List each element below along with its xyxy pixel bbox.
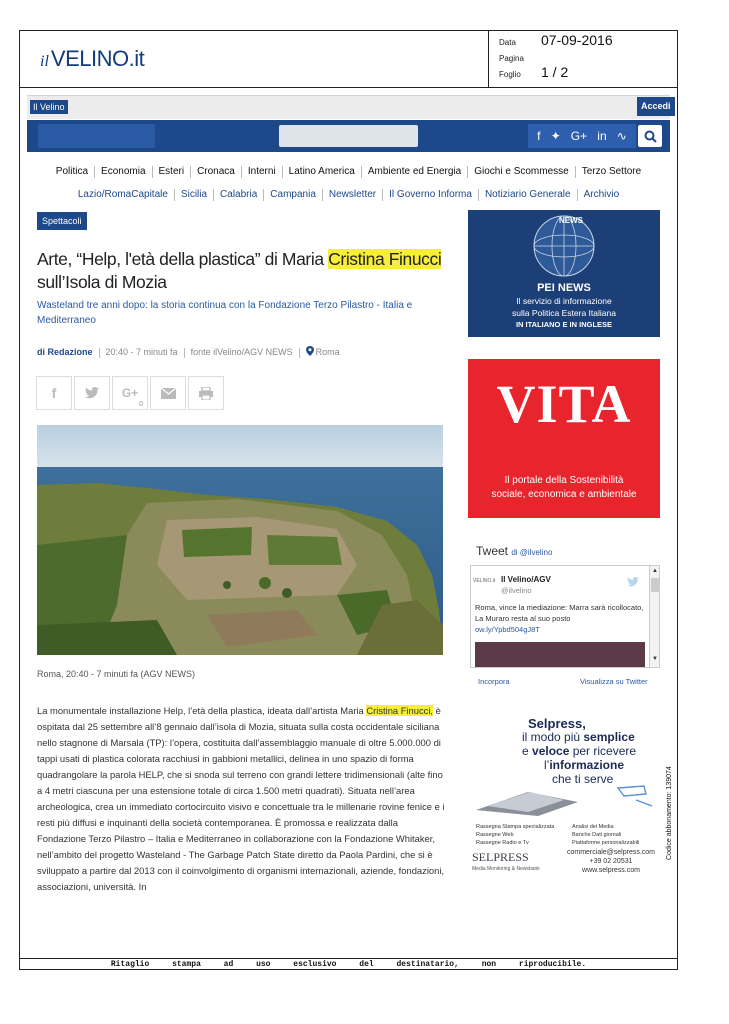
blurred-banner-block (279, 125, 418, 147)
pei-title: PEI NEWS (537, 282, 591, 294)
account-avatar: VELINO.it (473, 578, 496, 584)
article-subtitle: Wasteland tre anni dopo: la storia continua con la Fondazione Terzo Pilastro - Italia e Mediterraneo (37, 300, 413, 326)
author-link[interactable]: di Redazione (37, 347, 93, 357)
menu-item-newsletter[interactable]: Newsletter (323, 189, 383, 201)
menu-item-latino-america[interactable]: Latino America (283, 166, 362, 178)
print-button[interactable] (188, 376, 224, 410)
sel-line3b: veloce (532, 744, 570, 758)
top-bar (27, 95, 670, 119)
sel-line3a: e (522, 744, 533, 758)
googleplus-icon[interactable]: G+ (570, 129, 588, 143)
pagina-label: Pagina (499, 54, 524, 63)
photo-caption: Roma, 20:40 - 7 minuti fa (AGV NEWS) (37, 669, 196, 679)
tweet-heading (476, 544, 552, 558)
vita-logo: VITA (496, 374, 632, 434)
linkedin-icon[interactable]: in (597, 129, 607, 143)
menu-item-esteri[interactable]: Esteri (153, 166, 192, 178)
search-icon (644, 130, 657, 143)
topbar-brand-link[interactable]: Il Velino (30, 100, 68, 114)
divider (99, 348, 100, 358)
sel-services-right (572, 823, 639, 847)
body-part2: è ospitata dal 25 settembre all’8 gennaio dall’isola di Mozia, situata sulla costa occidentale siciliana nello stagnone di Marsala (TP): l’opera, costituita dall’assemblaggio manuale di oltre 5.000.000 di tappi usati di plastica colorata racchiusi in gabbioni metallici, delinea in uno spazio di forma quadrangolare la parola HELP, che si snoda sul terreno con grandi lettere tridimensionali (alte fino a 4 metri ciascuna per una estensione totale di circa 1.500 metri quadrati). Situata nell’area archeologica, crea un immediato cortocircuito visivo e concettuale tra le millenarie rovine fenice e i resti più diffusi e inquinanti della società contemporanea. È promossa e realizzata dalla Fondazione Terzo Pilastro – Italia e Mediterraneo in collaborazione con la Fondazione Whitaker, nell’ambito del progetto Wasteland - The Garbage Patch State diretto da Paola Pardini, che si è sviluppato a partire dal 2013 con il coinvolgimento di organismi internazionali, aziende, fondazioni, associazioni, università. In (37, 705, 445, 892)
title-part1: Arte, “Help, l'età della plastica” di Maria (37, 249, 329, 269)
menu-item-governo-informa[interactable]: Il Governo Informa (383, 189, 479, 201)
tweet-media[interactable] (475, 642, 645, 668)
share-googleplus-button[interactable] (112, 376, 148, 410)
tweet-link[interactable]: ow.ly/Ypbd504gJ8T (475, 625, 540, 634)
article-title (37, 248, 457, 294)
sel-line1: Selpress, (528, 716, 586, 731)
share-email-button[interactable] (150, 376, 186, 410)
sel-line4a: l’ (544, 758, 550, 772)
sel-website[interactable]: www.selpress.com (582, 867, 640, 874)
scroll-thumb[interactable] (651, 578, 659, 592)
source-text: fonte ilVelino/AGV NEWS (190, 347, 293, 357)
menu-item-cronaca[interactable]: Cronaca (191, 166, 242, 178)
subscription-code: Codice abbonamento: 139074 (666, 766, 673, 860)
foglio-value: 1 / 2 (541, 64, 569, 80)
menu-item-economia[interactable]: Economia (95, 166, 152, 178)
social-links (528, 124, 636, 148)
logo-prefix: il (40, 53, 49, 70)
timeline-scrollbar[interactable] (649, 566, 660, 667)
data-value: 07-09-2016 (541, 32, 613, 48)
account-name[interactable]: Il Velino/AGV (501, 575, 551, 584)
clipping-notice: Ritaglio stampa ad uso esclusivo del destinatario, non riproducibile. (19, 958, 678, 970)
selpress-press-graphic (468, 772, 660, 817)
sel-service: Analisi dei Media (572, 824, 614, 830)
sel-line2b: semplice (583, 730, 635, 744)
tweet-heading-label: Tweet (476, 544, 509, 558)
print-icon (199, 387, 213, 400)
byline (37, 346, 340, 358)
divider (184, 348, 185, 358)
secondary-menu (27, 189, 670, 201)
sel-line3 (522, 744, 636, 758)
scroll-up-icon[interactable]: ▲ (652, 568, 658, 574)
twitter-bird-icon (627, 574, 639, 592)
primary-menu (27, 166, 670, 178)
sel-service: Rassegne Radio e Tv (476, 840, 529, 846)
pei-small-label: NEWS (559, 216, 583, 225)
sel-line2 (522, 730, 635, 744)
location-text: Roma (315, 347, 340, 357)
time-stamp: 20:40 - 7 minuti fa (105, 347, 178, 357)
sel-service: Rassegne Web (476, 832, 514, 838)
login-button[interactable]: Accedi (637, 97, 675, 116)
sel-email[interactable]: commerciale@selpress.com (566, 849, 656, 856)
embed-link[interactable]: Incorpora (478, 677, 510, 686)
mozia-aerial-image (37, 425, 443, 655)
email-icon (161, 388, 176, 399)
menu-item-ambiente[interactable]: Ambiente ed Energia (362, 166, 468, 178)
pei-line2: sulla Politica Estera Italiana (512, 308, 616, 318)
sel-services-left (476, 823, 554, 847)
logo-main: VELINO.it (50, 46, 145, 71)
vita-line1: Il portale della Sostenibilità (504, 475, 624, 486)
location-pin-icon (306, 346, 314, 356)
site-logo[interactable] (40, 46, 144, 72)
sel-contact (564, 848, 658, 875)
sel-line4b: informazione (549, 758, 625, 772)
rss-icon[interactable]: ∿ (616, 129, 627, 143)
tweet-heading-by[interactable]: di @ilvelino (511, 548, 553, 557)
pei-line3: IN ITALIANO E IN INGLESE (515, 320, 613, 329)
twitter-icon (85, 387, 99, 399)
sel-service: Piattaforme personalizzabili (572, 840, 640, 846)
menu-item-sicilia[interactable]: Sicilia (175, 189, 214, 201)
vita-ad[interactable] (468, 359, 660, 518)
sel-line5: che ti serve (552, 772, 614, 786)
article-photo (37, 425, 443, 655)
share-twitter-button[interactable] (74, 376, 110, 410)
selpress-ad[interactable] (468, 712, 660, 882)
menu-item-interni[interactable]: Interni (242, 166, 283, 178)
sel-line3c: per ricevere (569, 744, 637, 758)
data-label: Data (499, 38, 516, 47)
search-button[interactable] (638, 125, 662, 147)
sel-tagline: Media Monitoring & Newsbank (472, 866, 540, 872)
facebook-icon[interactable]: f (537, 129, 541, 143)
menu-item-terzo-settore[interactable]: Terzo Settore (581, 166, 642, 177)
account-handle[interactable]: @ilvelino (501, 586, 532, 595)
tweet-text: Roma, vince la mediazione: Marra sarà ricollocato, La Muraro resta al suo posto (475, 603, 644, 623)
menu-item-giochi[interactable]: Giochi e Scommesse (468, 166, 575, 178)
scroll-down-icon[interactable]: ▼ (652, 656, 658, 662)
menu-item-calabria[interactable]: Calabria (214, 189, 264, 201)
share-count: 0 (139, 401, 143, 408)
body-part1: La monumentale installazione Help, l’età della plastica, ideata dall’artista Maria (37, 705, 367, 716)
divider (299, 348, 300, 358)
menu-item-campania[interactable]: Campania (264, 189, 323, 201)
sel-brand: SELPRESS (472, 850, 529, 864)
facebook-icon: f (51, 385, 57, 401)
article-body (37, 703, 449, 895)
menu-item-lazio[interactable]: Lazio/RomaCapitale (72, 189, 175, 201)
pei-news-ad[interactable] (468, 210, 660, 337)
vita-line2: sociale, economica e ambientale (491, 489, 637, 500)
pei-line1: Il servizio di informazione (516, 296, 612, 306)
menu-item-archivio[interactable]: Archivio (583, 189, 620, 200)
menu-item-notiziario[interactable]: Notiziario Generale (479, 189, 578, 201)
blurred-nav-block (38, 124, 155, 148)
googleplus-icon: G+ (121, 386, 139, 400)
menu-item-politica[interactable]: Politica (50, 166, 95, 178)
body-highlight: Cristina Finucci, (366, 705, 434, 716)
sel-service: Banche Dati giornali (572, 832, 622, 838)
foglio-label: Foglio (499, 70, 521, 79)
title-highlight: Cristina Finucci (328, 249, 442, 269)
sel-line2a: il modo più (522, 730, 584, 744)
share-facebook-button[interactable] (36, 376, 72, 410)
clipping-meta (488, 30, 678, 88)
category-tag[interactable]: Spettacoli (37, 212, 87, 230)
sel-phone: +39 02 20531 (589, 858, 633, 865)
sel-line4 (544, 758, 624, 772)
twitter-icon[interactable]: ✦ (550, 129, 561, 143)
twitter-timeline[interactable] (470, 565, 660, 668)
title-part2: sull’Isola di Mozia (37, 272, 167, 292)
sel-service: Rassegna Stampa specializzata (476, 824, 555, 830)
view-on-twitter-link[interactable]: Visualizza su Twitter (580, 677, 648, 686)
